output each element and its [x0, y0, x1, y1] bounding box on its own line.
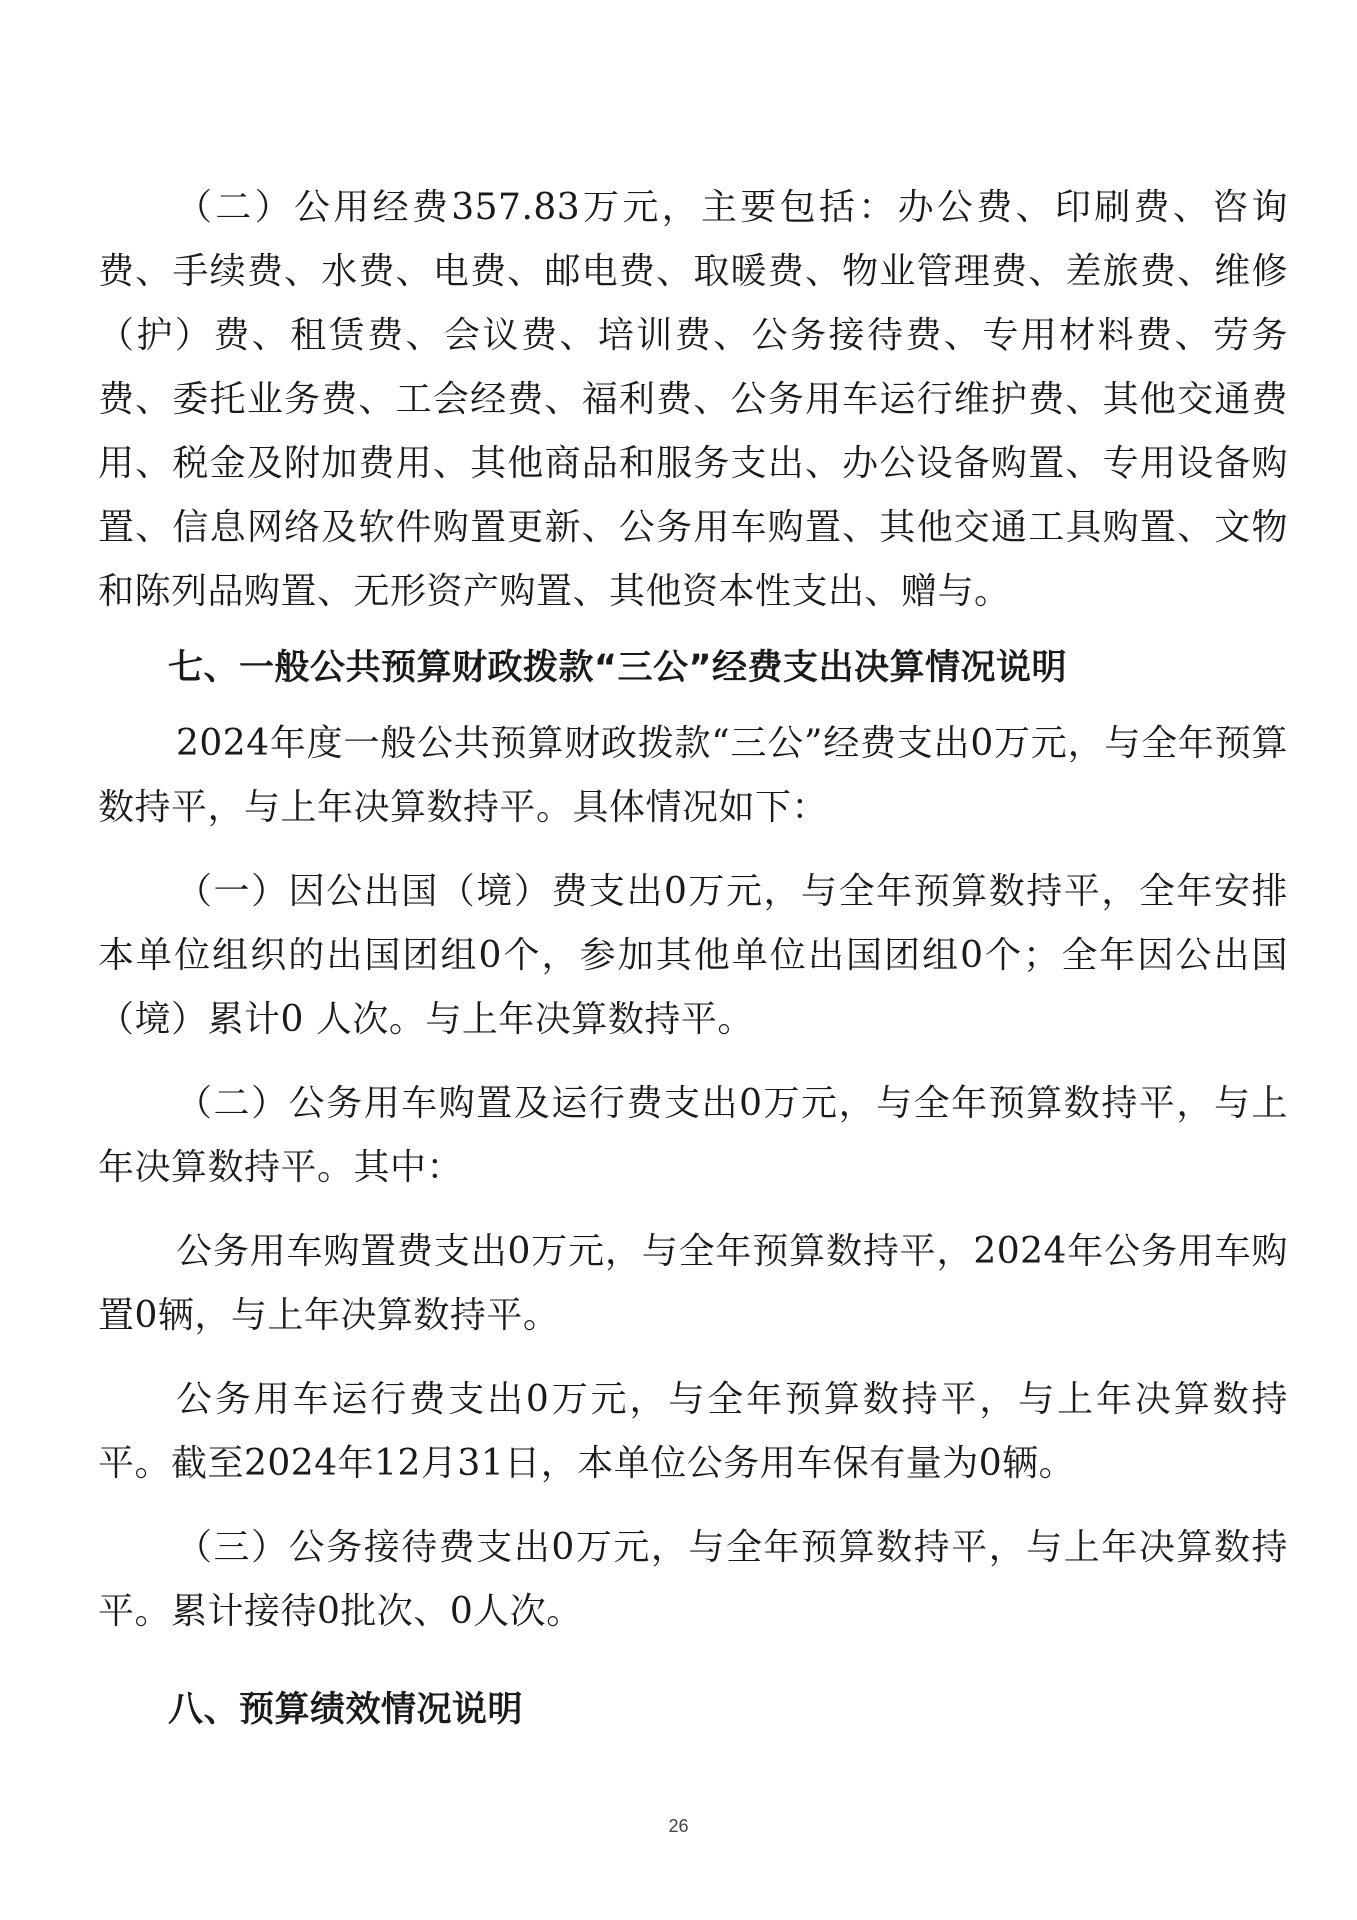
paragraph-vehicles: （二）公务用车购置及运行费支出0万元，与全年预算数持平，与上年决算数持平。其中： — [98, 1083, 1288, 1188]
document-body — [98, 176, 1288, 1742]
section-heading-7: 七、一般公共预算财政拨款“三公”经费支出决算情况说明 — [168, 648, 1068, 688]
paragraph-public-expenses: （二）公用经费357.83万元，主要包括：办公费、印刷费、咨询费、手续费、水费、电费、邮电费、取暖费、物业管理费、差旅费、维修（护）费、租赁费、会议费、培训费、公务接待费、专用材料费、劳务费、委托业务费、工会经费、福利费、公务用车运行维护费、其他交通费用、税金及附加费用、其他商品和服务支出、办公设备购置、专用设备购置、信息网络及软件购置更新、公务用车购置、其他交通工具购置、文物和陈列品购置、无形资产购置、其他资本性支出、赠与。 — [98, 187, 1288, 612]
paragraph-vehicle-operation: 公务用车运行费支出0万元，与全年预算数持平，与上年决算数持平。截至2024年12月31日，本单位公务用车保有量为0辆。 — [98, 1379, 1288, 1484]
page-number: 26 — [668, 1816, 689, 1836]
paragraph-overseas: （一）因公出国（境）费支出0万元，与全年预算数持平，全年安排本单位组织的出国团组0个，参加其他单位出国团组0个；全年因公出国（境）累计0 人次。与上年决算数持平。 — [98, 871, 1288, 1040]
paragraph-reception: （三）公务接待费支出0万元，与全年预算数持平，与上年决算数持平。累计接待0批次、0人次。 — [98, 1527, 1288, 1632]
paragraph-sangong-intro: 2024年度一般公共预算财政拨款“三公”经费支出0万元，与全年预算数持平，与上年决算数持平。具体情况如下： — [98, 723, 1288, 828]
section-heading-8: 八、预算绩效情况说明 — [168, 1690, 524, 1730]
paragraph-vehicle-purchase: 公务用车购置费支出0万元，与全年预算数持平，2024年公务用车购置0辆，与上年决算数持平。 — [98, 1231, 1288, 1336]
